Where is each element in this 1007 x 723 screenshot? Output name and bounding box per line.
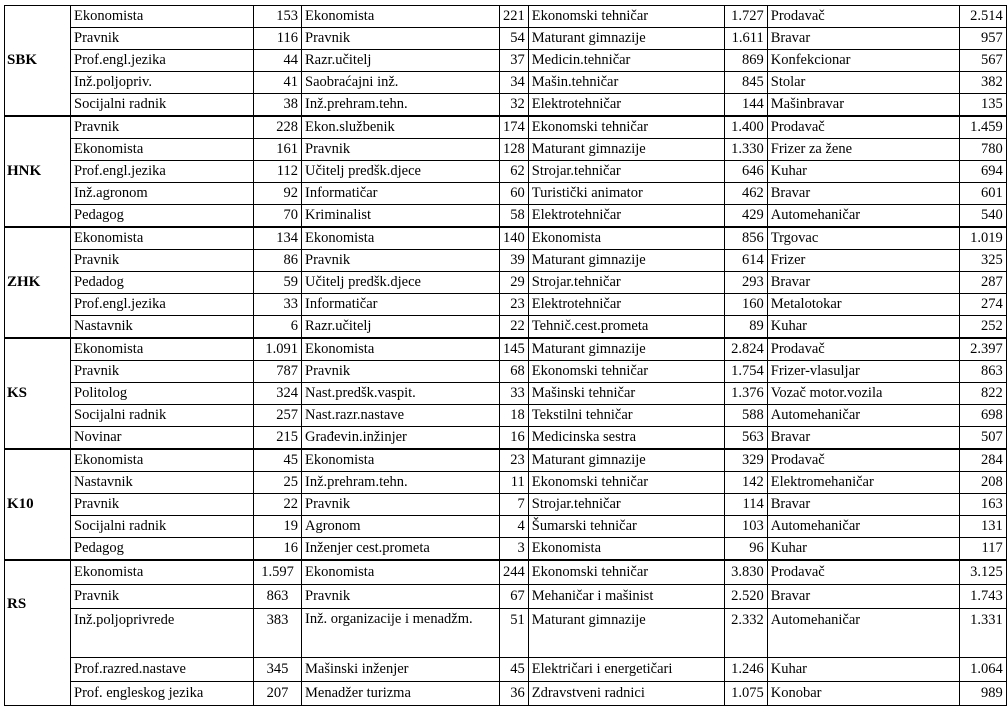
count-cell: 32 (500, 94, 529, 117)
count-cell: 989 (959, 682, 1006, 706)
occupation-cell: Socijalni radnik (71, 516, 254, 538)
occupation-cell: Inž.prehram.tehn. (302, 94, 500, 117)
region-label: HNK (5, 116, 71, 227)
occupation-cell: Stolar (767, 72, 959, 94)
count-cell: 694 (959, 161, 1006, 183)
occupation-cell: Prodavač (767, 6, 959, 28)
occupation-cell: Razr.učitelj (302, 316, 500, 339)
occupation-cell: Konobar (767, 682, 959, 706)
occupation-cell: Strojar.tehničar (528, 494, 724, 516)
count-cell: 1.597 (254, 560, 302, 585)
count-cell: 257 (254, 405, 302, 427)
count-cell: 324 (254, 383, 302, 405)
count-cell: 33 (254, 294, 302, 316)
table-row (5, 161, 1007, 183)
occupation-cell: Pedadog (71, 272, 254, 294)
count-cell: 59 (254, 272, 302, 294)
occupation-cell: Mašinski tehničar (528, 383, 724, 405)
count-cell: 1.376 (724, 383, 767, 405)
occupation-cell: Konfekcionar (767, 50, 959, 72)
table-row (5, 427, 1007, 450)
occupation-cell: Prof.engl.jezika (71, 161, 254, 183)
count-cell: 1.331 (959, 609, 1006, 658)
occupation-cell: Maturant gimnazije (528, 449, 724, 472)
count-cell: 1.611 (724, 28, 767, 50)
region-label: K10 (5, 449, 71, 560)
count-cell: 92 (254, 183, 302, 205)
table-row (5, 383, 1007, 405)
occupation-cell: Informatičar (302, 183, 500, 205)
occupation-cell: Medicin.tehničar (528, 50, 724, 72)
occupation-cell: Nast.predšk.vaspit. (302, 383, 500, 405)
occupation-cell: Frizer-vlasuljar (767, 361, 959, 383)
count-cell: 62 (500, 161, 529, 183)
occupation-cell: Kuhar (767, 538, 959, 561)
occupation-cell: Elektromehaničar (767, 472, 959, 494)
count-cell: 174 (500, 116, 529, 139)
count-cell: 252 (959, 316, 1006, 339)
count-cell: 1.019 (959, 227, 1006, 250)
count-cell: 144 (724, 94, 767, 117)
occupation-cell: Automehaničar (767, 405, 959, 427)
occupation-cell: Medicinska sestra (528, 427, 724, 450)
count-cell: 68 (500, 361, 529, 383)
count-cell: 112 (254, 161, 302, 183)
table-row (5, 272, 1007, 294)
occupation-cell: Saobraćajni inž. (302, 72, 500, 94)
count-cell: 383 (254, 609, 302, 658)
count-cell: 540 (959, 205, 1006, 228)
occupation-cell: Mašin.tehničar (528, 72, 724, 94)
occupation-cell: Vozač motor.vozila (767, 383, 959, 405)
occupation-cell: Informatičar (302, 294, 500, 316)
count-cell: 3.830 (724, 560, 767, 585)
occupation-cell: Šumarski tehničar (528, 516, 724, 538)
count-cell: 16 (500, 427, 529, 450)
occupation-cell: Kuhar (767, 658, 959, 682)
occupation-cell: Pravnik (71, 250, 254, 272)
occupation-cell: Pravnik (71, 585, 254, 609)
occupation-cell: Maturant gimnazije (528, 250, 724, 272)
count-cell: 23 (500, 294, 529, 316)
occupation-cell: Inž. organizacije i menadžm. (302, 609, 500, 658)
count-cell: 51 (500, 609, 529, 658)
count-cell: 45 (254, 449, 302, 472)
occupation-cell: Nastavnik (71, 316, 254, 339)
count-cell: 1.400 (724, 116, 767, 139)
table-row (5, 609, 1007, 658)
occupation-cell: Prof.razred.nastave (71, 658, 254, 682)
count-cell: 38 (254, 94, 302, 117)
count-cell: 6 (254, 316, 302, 339)
table-row (5, 516, 1007, 538)
table-row (5, 183, 1007, 205)
occupation-cell: Strojar.tehničar (528, 272, 724, 294)
occupation-cell: Tehnič.cest.prometa (528, 316, 724, 339)
occupation-cell: Prodavač (767, 116, 959, 139)
occupation-cell: Ekonomista (302, 560, 500, 585)
occupation-cell: Elektrotehničar (528, 205, 724, 228)
count-cell: 2.520 (724, 585, 767, 609)
count-cell: 58 (500, 205, 529, 228)
occupation-cell: Agronom (302, 516, 500, 538)
table-row (5, 405, 1007, 427)
count-cell: 646 (724, 161, 767, 183)
occupation-cell: Ekonomski tehničar (528, 361, 724, 383)
occupation-cell: Ekonomista (528, 538, 724, 561)
table-row (5, 494, 1007, 516)
occupation-cell: Automehaničar (767, 205, 959, 228)
occupation-cell: Ekonomista (71, 6, 254, 28)
occupation-cell: Novinar (71, 427, 254, 450)
count-cell: 787 (254, 361, 302, 383)
count-cell: 822 (959, 383, 1006, 405)
occupation-cell: Frizer za žene (767, 139, 959, 161)
count-cell: 25 (254, 472, 302, 494)
occupation-cell: Pravnik (302, 585, 500, 609)
count-cell: 244 (500, 560, 529, 585)
occupation-cell: Razr.učitelj (302, 50, 500, 72)
occupation-cell: Ekonomista (71, 449, 254, 472)
occupation-cell: Frizer (767, 250, 959, 272)
table-row (5, 538, 1007, 561)
count-cell: 698 (959, 405, 1006, 427)
occupation-cell: Mehaničar i mašinist (528, 585, 724, 609)
table-row (5, 316, 1007, 339)
occupation-cell: Prodavač (767, 338, 959, 361)
count-cell: 103 (724, 516, 767, 538)
table-row (5, 50, 1007, 72)
count-cell: 44 (254, 50, 302, 72)
occupation-cell: Prodavač (767, 560, 959, 585)
occupation-cell: Bravar (767, 494, 959, 516)
region-label: ZHK (5, 227, 71, 338)
count-cell: 67 (500, 585, 529, 609)
count-cell: 1.727 (724, 6, 767, 28)
count-cell: 601 (959, 183, 1006, 205)
count-cell: 1.754 (724, 361, 767, 383)
occupation-cell: Nast.razr.nastave (302, 405, 500, 427)
count-cell: 293 (724, 272, 767, 294)
count-cell: 284 (959, 449, 1006, 472)
count-cell: 1.459 (959, 116, 1006, 139)
occupation-cell: Ekonomski tehničar (528, 116, 724, 139)
page (4, 5, 1007, 706)
occupation-cell: Prodavač (767, 449, 959, 472)
count-cell: 128 (500, 139, 529, 161)
occupation-cell: Elektrotehničar (528, 294, 724, 316)
count-cell: 22 (500, 316, 529, 339)
occupation-cell: Maturant gimnazije (528, 139, 724, 161)
count-cell: 45 (500, 658, 529, 682)
occupation-cell: Automehaničar (767, 516, 959, 538)
count-cell: 382 (959, 72, 1006, 94)
count-cell: 221 (500, 6, 529, 28)
occupation-cell: Pravnik (71, 361, 254, 383)
count-cell: 207 (254, 682, 302, 706)
count-cell: 3 (500, 538, 529, 561)
count-cell: 325 (959, 250, 1006, 272)
table-row (5, 449, 1007, 472)
count-cell: 2.824 (724, 338, 767, 361)
count-cell: 23 (500, 449, 529, 472)
occupation-cell: Pravnik (302, 494, 500, 516)
count-cell: 1.075 (724, 682, 767, 706)
occupation-cell: Ekonomista (71, 338, 254, 361)
table-row (5, 585, 1007, 609)
occupation-cell: Bravar (767, 28, 959, 50)
occupation-cell: Nastavnik (71, 472, 254, 494)
count-cell: 134 (254, 227, 302, 250)
table-row (5, 94, 1007, 117)
count-cell: 4 (500, 516, 529, 538)
occupation-cell: Građevin.inžinjer (302, 427, 500, 450)
count-cell: 11 (500, 472, 529, 494)
occupation-cell: Pravnik (302, 250, 500, 272)
occupation-cell: Prof.engl.jezika (71, 294, 254, 316)
count-cell: 957 (959, 28, 1006, 50)
count-cell: 16 (254, 538, 302, 561)
count-cell: 614 (724, 250, 767, 272)
count-cell: 1.330 (724, 139, 767, 161)
occupation-cell: Ekonomski tehničar (528, 472, 724, 494)
occupation-cell: Ekonomista (302, 6, 500, 28)
count-cell: 160 (724, 294, 767, 316)
occupation-cell: Inž.poljopriv. (71, 72, 254, 94)
count-cell: 1.246 (724, 658, 767, 682)
count-cell: 29 (500, 272, 529, 294)
count-cell: 89 (724, 316, 767, 339)
count-cell: 36 (500, 682, 529, 706)
count-cell: 116 (254, 28, 302, 50)
count-cell: 60 (500, 183, 529, 205)
table-row (5, 294, 1007, 316)
occupation-cell: Prof.engl.jezika (71, 50, 254, 72)
count-cell: 2.397 (959, 338, 1006, 361)
occupation-cell: Kriminalist (302, 205, 500, 228)
count-cell: 131 (959, 516, 1006, 538)
occupation-cell: Pravnik (302, 139, 500, 161)
occupation-cell: Ekonomista (71, 227, 254, 250)
occupation-cell: Ekonomista (71, 560, 254, 585)
occupation-cell: Socijalni radnik (71, 405, 254, 427)
occupation-cell: Pravnik (71, 494, 254, 516)
count-cell: 54 (500, 28, 529, 50)
occupation-cell: Trgovac (767, 227, 959, 250)
count-cell: 567 (959, 50, 1006, 72)
count-cell: 86 (254, 250, 302, 272)
table-row (5, 72, 1007, 94)
count-cell: 19 (254, 516, 302, 538)
count-cell: 2.514 (959, 6, 1006, 28)
table-row (5, 227, 1007, 250)
occupation-cell: Pravnik (302, 361, 500, 383)
count-cell: 274 (959, 294, 1006, 316)
table-row (5, 116, 1007, 139)
occupation-cell: Ekonomista (302, 449, 500, 472)
table-row (5, 6, 1007, 28)
occupation-cell: Socijalni radnik (71, 94, 254, 117)
count-cell: 37 (500, 50, 529, 72)
count-cell: 161 (254, 139, 302, 161)
occupation-cell: Inž.prehram.tehn. (302, 472, 500, 494)
count-cell: 215 (254, 427, 302, 450)
count-cell: 863 (254, 585, 302, 609)
count-cell: 135 (959, 94, 1006, 117)
occupation-cell: Ekonomista (302, 338, 500, 361)
occupation-cell: Automehaničar (767, 609, 959, 658)
occupation-cell: Elektrotehničar (528, 94, 724, 117)
occupation-cell: Metalotokar (767, 294, 959, 316)
count-cell: 96 (724, 538, 767, 561)
count-cell: 228 (254, 116, 302, 139)
occupation-cell: Maturant gimnazije (528, 609, 724, 658)
occupation-cell: Ekonomski tehničar (528, 560, 724, 585)
table-row (5, 338, 1007, 361)
table-row (5, 560, 1007, 585)
count-cell: 1.091 (254, 338, 302, 361)
count-cell: 588 (724, 405, 767, 427)
table-row (5, 205, 1007, 228)
count-cell: 142 (724, 472, 767, 494)
count-cell: 462 (724, 183, 767, 205)
count-cell: 863 (959, 361, 1006, 383)
occupation-cell: Zdravstveni radnici (528, 682, 724, 706)
count-cell: 345 (254, 658, 302, 682)
occupation-cell: Pravnik (71, 116, 254, 139)
count-cell: 429 (724, 205, 767, 228)
table-row (5, 658, 1007, 682)
count-cell: 41 (254, 72, 302, 94)
table-row (5, 28, 1007, 50)
count-cell: 845 (724, 72, 767, 94)
count-cell: 780 (959, 139, 1006, 161)
occupation-cell: Mašinbravar (767, 94, 959, 117)
occupation-cell: Bravar (767, 272, 959, 294)
count-cell: 163 (959, 494, 1006, 516)
count-cell: 2.332 (724, 609, 767, 658)
occupation-cell: Menadžer turizma (302, 682, 500, 706)
region-label: SBK (5, 6, 71, 117)
count-cell: 3.125 (959, 560, 1006, 585)
count-cell: 70 (254, 205, 302, 228)
count-cell: 869 (724, 50, 767, 72)
occupation-cell: Prof. engleskog jezika (71, 682, 254, 706)
count-cell: 7 (500, 494, 529, 516)
count-cell: 145 (500, 338, 529, 361)
occupation-cell: Kuhar (767, 161, 959, 183)
table-body (5, 6, 1007, 706)
occupation-cell: Bravar (767, 427, 959, 450)
occupation-cell: Bravar (767, 585, 959, 609)
table-row (5, 361, 1007, 383)
count-cell: 507 (959, 427, 1006, 450)
table-row (5, 250, 1007, 272)
occupation-cell: Politolog (71, 383, 254, 405)
count-cell: 39 (500, 250, 529, 272)
occupation-cell: Ekon.službenik (302, 116, 500, 139)
occupation-cell: Inž.poljoprivrede (71, 609, 254, 658)
count-cell: 22 (254, 494, 302, 516)
count-cell: 117 (959, 538, 1006, 561)
occupation-cell: Učitelj predšk.djece (302, 272, 500, 294)
table-row (5, 682, 1007, 706)
occupation-cell: Ekonomista (71, 139, 254, 161)
occupation-cell: Inž.agronom (71, 183, 254, 205)
occupation-cell: Pedagog (71, 205, 254, 228)
occupation-cell: Pedagog (71, 538, 254, 561)
count-cell: 1.743 (959, 585, 1006, 609)
table-row (5, 472, 1007, 494)
occupation-cell: Turistički animator (528, 183, 724, 205)
occupation-cell: Ekonomista (528, 227, 724, 250)
occupation-cell: Pravnik (302, 28, 500, 50)
count-cell: 140 (500, 227, 529, 250)
occupation-cell: Učitelj predšk.djece (302, 161, 500, 183)
count-cell: 153 (254, 6, 302, 28)
count-cell: 18 (500, 405, 529, 427)
count-cell: 856 (724, 227, 767, 250)
count-cell: 1.064 (959, 658, 1006, 682)
occupation-cell: Maturant gimnazije (528, 338, 724, 361)
occupations-table (4, 5, 1007, 706)
occupation-cell: Kuhar (767, 316, 959, 339)
occupation-cell: Bravar (767, 183, 959, 205)
occupation-cell: Pravnik (71, 28, 254, 50)
count-cell: 563 (724, 427, 767, 450)
occupation-cell: Električari i energetičari (528, 658, 724, 682)
occupation-cell: Ekonomski tehničar (528, 6, 724, 28)
occupation-cell: Ekonomista (302, 227, 500, 250)
occupation-cell: Maturant gimnazije (528, 28, 724, 50)
count-cell: 329 (724, 449, 767, 472)
count-cell: 114 (724, 494, 767, 516)
occupation-cell: Mašinski inženjer (302, 658, 500, 682)
count-cell: 34 (500, 72, 529, 94)
count-cell: 208 (959, 472, 1006, 494)
count-cell: 33 (500, 383, 529, 405)
region-label: RS (5, 560, 71, 706)
occupation-cell: Inženjer cest.prometa (302, 538, 500, 561)
count-cell: 287 (959, 272, 1006, 294)
table-row (5, 139, 1007, 161)
occupation-cell: Strojar.tehničar (528, 161, 724, 183)
occupation-cell: Tekstilni tehničar (528, 405, 724, 427)
region-label: KS (5, 338, 71, 449)
